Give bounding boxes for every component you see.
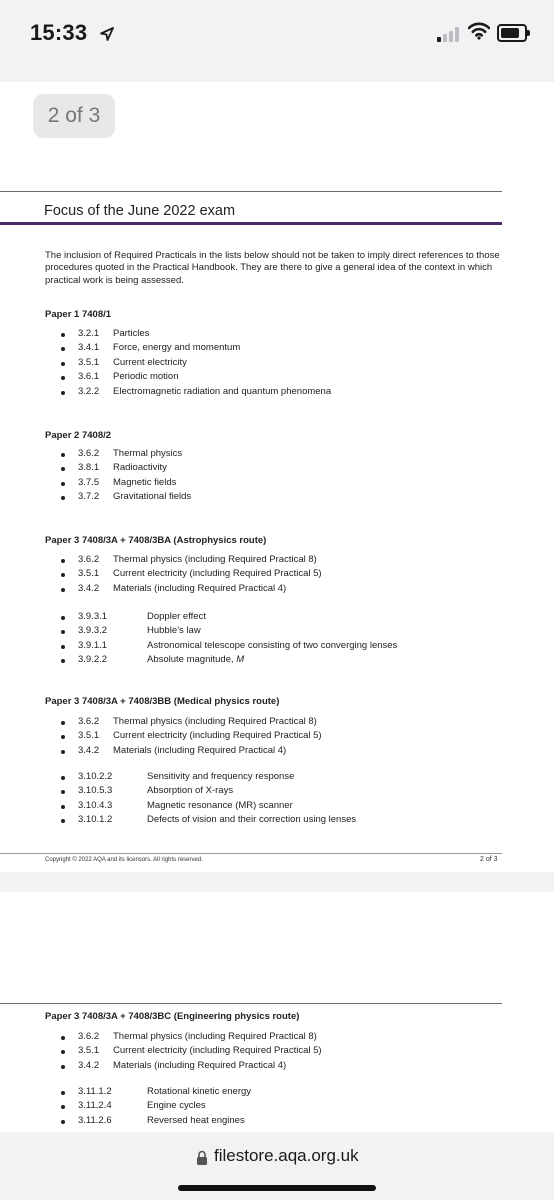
topic-text: Thermal physics [113,448,183,459]
topic-text: Rotational kinetic energy [147,1086,252,1097]
bullet [61,790,65,794]
bullet [61,1065,65,1069]
header-divider [0,191,502,192]
paper-heading: Paper 2 7408/2 [45,430,112,441]
topic-text: Gravitational fields [113,491,192,503]
status-time-text: 15:33 [30,20,88,45]
bullet [61,559,65,563]
topic-text: Periodic motion [113,371,179,383]
bullet [61,1050,65,1054]
spec-number: 3.4.2 [78,582,100,594]
topic-text: Magnetic resonance (MR) scanner [147,799,293,811]
bullet [61,1120,65,1124]
bullet [61,453,65,457]
bullet [61,347,65,351]
bullet [61,1091,65,1095]
bullet [61,805,65,809]
spec-number: 3.10.1.2 [78,814,113,826]
spec-number: 3.5.1 [78,356,100,368]
spec-number: 3.9.3.1 [78,611,108,622]
battery-icon [497,24,527,42]
spec-number: 3.6.2 [78,554,100,565]
spec-number: 3.2.2 [78,385,100,397]
footer-divider [0,853,502,854]
topic-text: Astronomical telescope consisting of two converging lenses [147,639,398,651]
spec-number: 3.9.3.2 [78,625,108,637]
bullet [61,721,65,725]
bullet [61,735,65,739]
topic-text: Thermal physics (including Required Practical 8) [113,1031,317,1042]
topic-text-symbol: M [236,654,245,666]
topic-text-main: Absolute magnitude, [147,654,237,666]
topic-text: Materials (including Required Practical 4) [113,744,287,756]
paper-heading: Paper 3 7408/3A + 7408/3BC (Engineering physics route) [45,1011,300,1022]
spec-number: 3.5.1 [78,1045,100,1057]
bullet [61,362,65,366]
bullet [61,467,65,471]
spec-number: 3.11.2.6 [78,1114,112,1126]
spec-number: 3.7.2 [78,491,100,503]
spec-number: 3.10.4.3 [78,799,113,811]
spec-number: 3.10.2.2 [78,771,113,782]
bullet [61,588,65,592]
topic-text: Doppler effect [147,611,206,622]
section-title: Focus of the June 2022 exam [44,203,236,219]
spec-number: 3.6.1 [78,371,100,383]
copyright-text: Copyright © 2022 AQA and its licensors. All rights reserved. [45,857,203,863]
topic-text: Radioactivity [113,462,167,474]
spec-number: 3.6.2 [78,1031,100,1042]
bullet [61,659,65,663]
topic-text: Current electricity [113,356,187,368]
topic-text: Hubble’s law [147,625,201,637]
paper-heading: Paper 1 7408/1 [45,309,112,320]
bullet [61,496,65,500]
footer-page-number: 2 of 3 [480,856,498,863]
bullet [61,573,65,577]
spec-number: 3.11.2.4 [78,1100,112,1112]
title-rule [0,222,502,225]
bullet [61,391,65,395]
topic-text: Force, energy and momentum [113,342,241,354]
topic-text: Current electricity (including Required Practical 5) [113,730,322,742]
topic-text: Sensitivity and frequency response [147,771,295,782]
spec-number: 3.4.2 [78,744,100,756]
spec-number: 3.10.5.3 [78,785,113,797]
topic-text: Electromagnetic radiation and quantum phenomena [113,385,332,397]
bullet [61,1036,65,1040]
topic-text: Reversed heat engines [147,1114,245,1126]
location-arrow-icon [99,26,115,42]
status-bar [0,0,554,70]
cellular-signal-icon [437,26,463,42]
spec-number: 3.7.5 [78,476,100,488]
topic-text: Defects of vision and their correction using lenses [147,814,357,826]
status-time [30,20,115,46]
header-divider [0,1003,502,1004]
spec-number: 3.9.2.2 [78,654,108,666]
spec-number: 3.2.1 [78,328,100,339]
spec-number: 3.4.2 [78,1059,100,1071]
paper-heading: Paper 3 7408/3A + 7408/3BA (Astrophysics route) [45,535,267,546]
topic-text: Thermal physics (including Required Practical 8) [113,716,317,727]
topic-text: Engine cycles [147,1100,206,1112]
home-indicator[interactable] [178,1185,376,1191]
spec-number: 3.6.2 [78,716,100,727]
spec-number: 3.8.1 [78,462,100,474]
wifi-icon [468,22,490,40]
topic-text: Thermal physics (including Required Practical 8) [113,554,317,565]
url-text[interactable]: filestore.aqa.org.uk [214,1146,359,1165]
topic-text: Absorption of X-rays [147,785,234,797]
topic-text: Materials (including Required Practical 4) [113,1059,287,1071]
spec-number: 3.9.1.1 [78,639,108,651]
topic-text: Materials (including Required Practical 4) [113,582,287,594]
bullet [61,376,65,380]
intro-paragraph: The inclusion of Required Practicals in the lists below should not be taken to imply direct references to those procedures quoted in the Practical Handbook. They are there to give a general idea of the context in which practical work is being assessed. [45,250,500,286]
topic-text: Particles [113,328,150,339]
bullet [61,776,65,780]
topic-text: Current electricity (including Required Practical 5) [113,1045,322,1057]
topic-text: Current electricity (including Required Practical 5) [113,568,322,580]
spec-number: 3.4.1 [78,342,100,354]
bullet [61,616,65,620]
document-page [0,892,554,1132]
browser-address-bar[interactable] [0,1132,554,1200]
spec-number: 3.5.1 [78,568,100,580]
spec-number: 3.5.1 [78,730,100,742]
bullet [61,819,65,823]
page-counter: 2 of 3 [33,94,115,138]
bullet [61,645,65,649]
paper-heading: Paper 3 7408/3A + 7408/3BB (Medical physics route) [45,696,280,707]
bullet [61,1105,65,1109]
bullet [61,482,65,486]
topic-text: Magnetic fields [113,476,177,488]
spec-number: 3.6.2 [78,448,100,459]
bullet [61,630,65,634]
bullet [61,333,65,337]
bullet [61,750,65,754]
topic-text [147,653,244,667]
document-page [0,82,554,872]
spec-number: 3.11.1.2 [78,1086,112,1097]
lock-icon [196,1150,208,1166]
